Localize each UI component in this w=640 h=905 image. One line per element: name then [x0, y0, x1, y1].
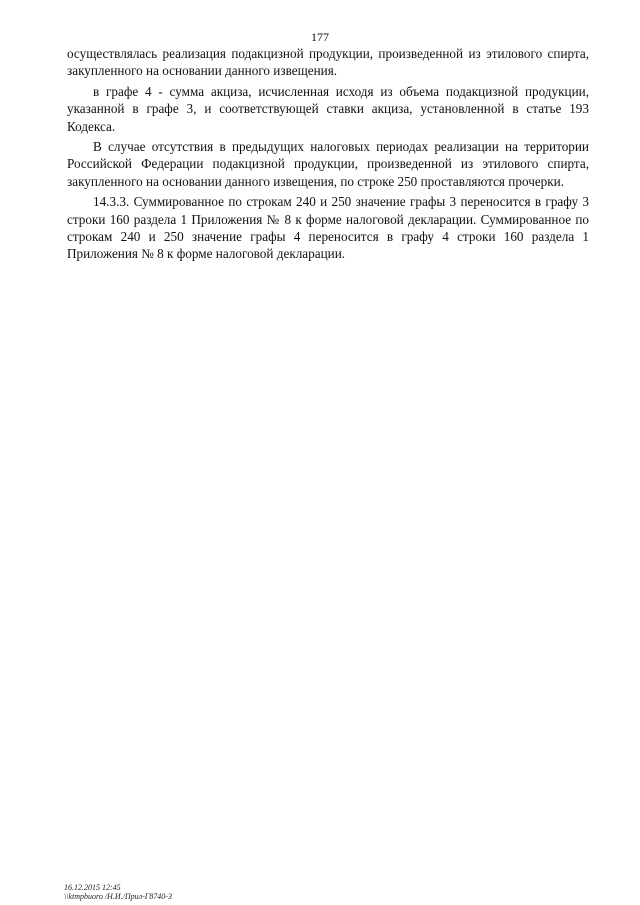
footer-path: \\ktmpbuoro /Н.И./Прил-Г8740-3: [64, 892, 172, 901]
document-body: [67, 45, 589, 266]
paragraph-no-sales: В случае отсутствия в предыдущих налоговых периодах реализации на территории Российской Федерации подакцизной продукции, произведенной из этилового спирта, закупленного на основании данного извещения, по строке 250 проставляются прочерки.: [67, 139, 589, 189]
paragraph-14-3-3: 14.3.3. Суммированное по строкам 240 и 250 значение графы 3 переносится в графу 3 строки 160 раздела 1 Приложения № 8 к форме налоговой декларации. Суммированное по строкам 240 и 250 значение графы 4 переносится в графу 4 строки 160 раздела 1 Приложения № 8 к форме налоговой декларации.: [67, 194, 589, 262]
paragraph-continuation: осуществлялась реализация подакцизной продукции, произведенной из этилового спирта, закупленного на основании данного извещения.: [67, 46, 589, 79]
footer-date: 16.12.2015 12:45: [64, 883, 121, 892]
page-number: 177: [311, 30, 329, 44]
paragraph-column-4: в графе 4 - сумма акциза, исчисленная исходя из объема подакцизной продукции, указанной в графе 3, и соответствующей ставки акциза, установленной в статье 193 Кодекса.: [67, 83, 589, 134]
footer: [64, 883, 172, 901]
